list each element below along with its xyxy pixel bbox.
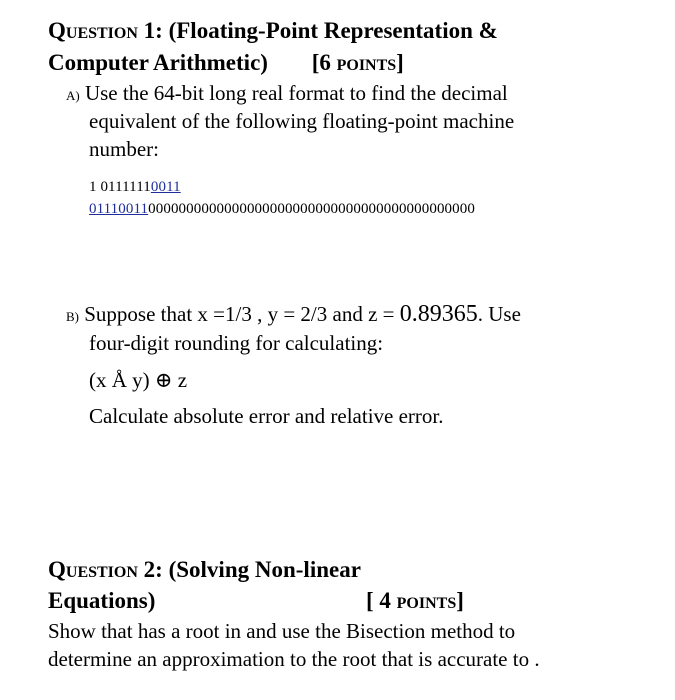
part-a-text-2: equivalent of the following floating-point machine (89, 109, 515, 133)
bits-mantissa-zeros: 0000000000000000000000000000000000000000000 (148, 201, 475, 217)
part-a-line1 (66, 79, 508, 110)
part-a-text-1: Use the 64-bit long real format to find the decimal (84, 81, 508, 105)
part-b-text-1c: . Use (477, 302, 521, 326)
part-b-label: B) (66, 309, 79, 324)
question-1-heading-line2 (48, 48, 404, 78)
question-1-points: [6 points] (311, 50, 404, 75)
binary-number-line1 (89, 177, 181, 197)
question-2-points: [ 4 points] (366, 588, 464, 613)
bits-mantissa-underlined: 01110011 (89, 201, 149, 217)
question-1-number: 1: (143, 18, 163, 43)
bits-exponent-underlined: 0011 (150, 179, 181, 195)
part-a-label: A) (66, 88, 80, 103)
question-1-label: Question (48, 18, 138, 43)
part-b-line1 (66, 300, 521, 331)
part-b-text-2: four-digit rounding for calculating: (89, 331, 384, 355)
part-b-text-4: Calculate absolute error and relative error. (89, 404, 444, 428)
question-2-number: 2: (143, 557, 163, 582)
question-2-title-line1: (Solving Non-linear (168, 557, 361, 582)
question-2-text-2: determine an approximation to the root that is accurate to . (48, 647, 540, 671)
question-2-text-1: Show that has a root in and use the Bisection method to (48, 619, 516, 643)
question-2-heading (48, 555, 361, 585)
part-b-expression: (x Å y) ⊕ z (89, 368, 188, 392)
bits-sign-exponent: 1 0111111 (89, 179, 151, 195)
question-1-title-line1: (Floating-Point Representation & (168, 18, 498, 43)
question-2-heading-line2 (48, 586, 155, 616)
part-a-text-3: number: (89, 137, 159, 161)
question-1-title-line2: Computer Arithmetic) (48, 50, 268, 75)
binary-number-line2 (89, 199, 475, 219)
question-2-title-line2: Equations) (48, 588, 156, 613)
part-b-text-1a: Suppose that x =1/3 , y = 2/3 and z = (84, 302, 400, 326)
question-2-label: Question (48, 557, 138, 582)
question-1-heading (48, 16, 498, 46)
part-b-z-value: 0.89365 (399, 301, 478, 327)
